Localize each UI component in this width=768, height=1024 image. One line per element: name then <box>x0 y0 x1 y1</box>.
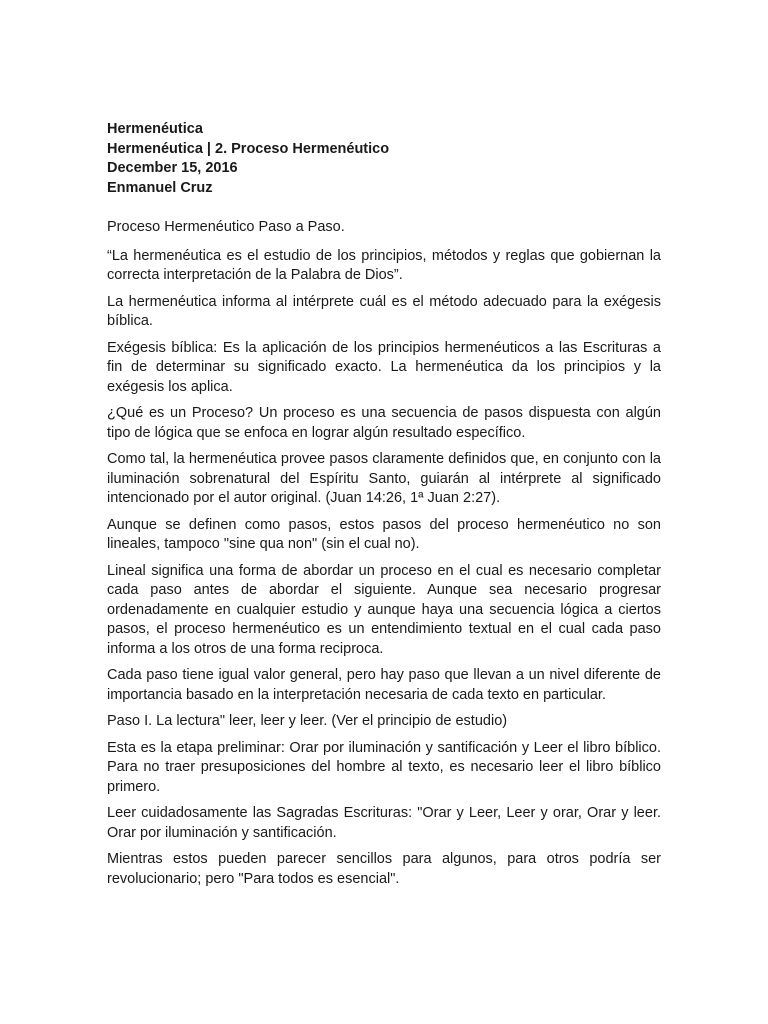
paragraph: Aunque se definen como pasos, estos pasos del proceso hermenéutico no son lineales, tampoco "sine qua non" (sin el cual no). <box>107 516 661 552</box>
paragraph: Como tal, la hermenéutica provee pasos claramente definidos que, en conjunto con la iluminación sobrenatural del Espíritu Santo, guiarán al intérprete al significado intencionado por el autor original. (Juan 14:26, 1ª Juan 2:27). <box>107 451 661 506</box>
document-page <box>107 120 661 896</box>
paragraph: Esta es la etapa preliminar: Orar por iluminación y santificación y Leer el libro bíblico. Para no traer presuposiciones del hombre al texto, es necesario leer el libro bíblico primero. <box>107 739 661 795</box>
document-author: Enmanuel Cruz <box>107 179 213 196</box>
paragraph: Exégesis bíblica: Es la aplicación de los principios hermenéuticos a las Escrituras a fin de determinar su significado exacto. La hermenéutica da los principios y la exégesis los aplica. <box>107 339 661 395</box>
document-body <box>107 218 661 889</box>
paragraph: Proceso Hermenéutico Paso a Paso. <box>107 219 345 235</box>
paragraph: Cada paso tiene igual valor general, pero hay paso que llevan a un nivel diferente de importancia basado en la interpretación necesaria de cada texto en particular. <box>107 667 661 703</box>
paragraph: La hermenéutica informa al intérprete cuál es el método adecuado para la exégesis bíblica. <box>107 293 661 329</box>
document-date: December 15, 2016 <box>107 160 238 176</box>
document-title: Hermenéutica <box>107 121 203 137</box>
paragraph: Mientras estos pueden parecer sencillos para algunos, para otros podría ser revolucionario; pero "Para todos es esencial". <box>107 851 661 887</box>
paragraph: “La hermenéutica es el estudio de los principios, métodos y reglas que gobiernan la correcta interpretación de la Palabra de Dios”. <box>107 247 661 283</box>
document-header <box>107 120 661 198</box>
paragraph: ¿Qué es un Proceso? Un proceso es una secuencia de pasos dispuesta con algún tipo de lógica que se enfoca en lograr algún resultado específico. <box>107 405 661 441</box>
paragraph: Paso I. La lectura" leer, leer y leer. (Ver el principio de estudio) <box>107 713 508 729</box>
document-subtitle: Hermenéutica | 2. Proceso Hermenéutico <box>107 140 390 157</box>
paragraph: Leer cuidadosamente las Sagradas Escrituras: "Orar y Leer, Leer y orar, Orar y leer. Orar por iluminación y santificación. <box>107 805 661 841</box>
paragraph: Lineal significa una forma de abordar un proceso en el cual es necesario completar cada paso antes de abordar el siguiente. Aunque sea necesario progresar ordenadamente en cualquier estudio y aunque haya una secuencia lógica a ciertos pasos, el proceso hermenéutico es un entendimiento textual en el cual cada paso informa a los otros de una forma reciproca. <box>107 562 661 657</box>
